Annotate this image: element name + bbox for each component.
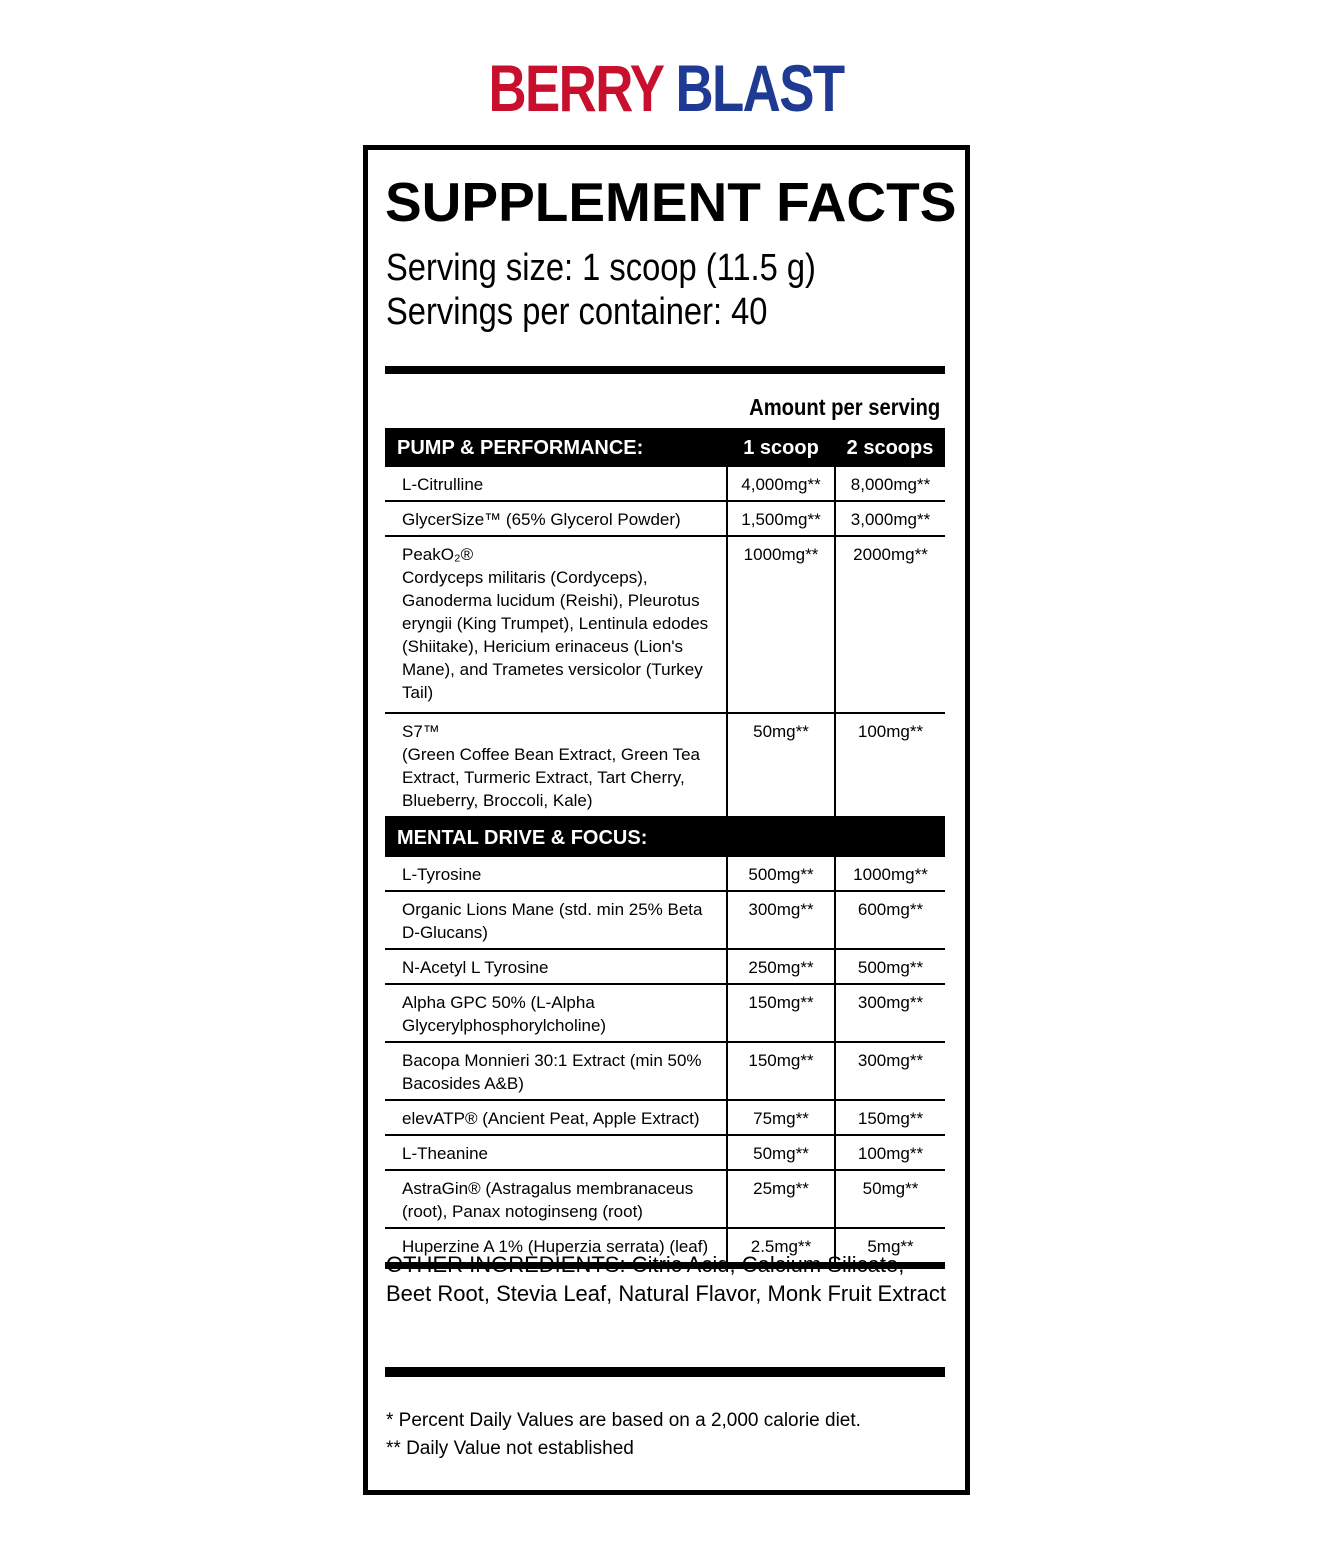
supplement-facts-panel <box>363 145 970 1495</box>
ingredient-name: Alpha GPC 50% (L-Alpha Glycerylphosphorylcholine) <box>385 984 727 1042</box>
ingredient-detail: Cordyceps militaris (Cordyceps), Ganoderma lucidum (Reishi), Pleurotus eryngii (King Trumpet), Lentinula edodes (Shiitake), Hericium erinaceus (Lion's Mane), and Trametes versicolor (Turkey Tail) <box>402 568 709 702</box>
footnote-not-established: ** Daily Value not established <box>386 1438 634 1459</box>
amount-2-scoops: 50mg** <box>835 1170 945 1228</box>
table-row <box>385 857 945 891</box>
ingredient-name: S7™ <box>402 722 440 741</box>
amount-1-scoop: 1,500mg** <box>727 501 835 536</box>
amount-2-scoops: 5mg** <box>835 1228 945 1266</box>
amount-1-scoop: 75mg** <box>727 1100 835 1135</box>
section-header-row <box>385 817 945 857</box>
ingredient-cell <box>385 713 727 817</box>
amount-1-scoop: 1000mg** <box>727 536 835 713</box>
table-row <box>385 891 945 949</box>
amount-1-scoop: 300mg** <box>727 891 835 949</box>
ingredient-name: PeakO₂® <box>402 545 474 564</box>
amount-1-scoop: 500mg** <box>727 857 835 891</box>
section-header-row <box>385 428 945 467</box>
amount-per-serving-label: Amount per serving <box>748 394 940 420</box>
amount-1-scoop: 150mg** <box>727 1042 835 1100</box>
ingredient-cell <box>385 536 727 713</box>
amount-2-scoops: 300mg** <box>835 1042 945 1100</box>
ingredient-name: L-Theanine <box>385 1135 727 1170</box>
ingredient-name: AstraGin® (Astragalus membranaceus (root), Panax notoginseng (root) <box>385 1170 727 1228</box>
ingredient-name: Huperzine A 1% (Huperzia serrata) (leaf) <box>385 1228 727 1266</box>
ingredient-name: Bacopa Monnieri 30:1 Extract (min 50% Bacosides A&B) <box>385 1042 727 1100</box>
section-name: PUMP & PERFORMANCE: <box>385 428 727 467</box>
product-title-word1: BERRY <box>488 51 663 125</box>
amount-2-scoops: 8,000mg** <box>835 467 945 501</box>
other-ingredients: OTHER INGREDIENTS: Citric Acid, Calcium Silicate, Beet Root, Stevia Leaf, Natural Flavor, Monk Fruit Extract <box>386 1252 947 1306</box>
table-row <box>385 501 945 536</box>
amount-1-scoop: 150mg** <box>727 984 835 1042</box>
table-row <box>385 467 945 501</box>
servings-per-container: Servings per container: 40 <box>386 291 768 333</box>
ingredient-name: L-Citrulline <box>385 467 727 501</box>
serving-size: Serving size: 1 scoop (11.5 g) <box>386 247 816 289</box>
amount-1-scoop: 50mg** <box>727 1135 835 1170</box>
amount-2-scoops: 500mg** <box>835 949 945 984</box>
amount-1-scoop: 250mg** <box>727 949 835 984</box>
footnotes <box>386 1407 861 1463</box>
product-title <box>133 52 1199 124</box>
amount-1-scoop: 4,000mg** <box>727 467 835 501</box>
amount-2-scoops: 600mg** <box>835 891 945 949</box>
facts-table <box>385 428 945 1269</box>
table-row <box>385 1100 945 1135</box>
table-row <box>385 949 945 984</box>
amount-2-scoops: 3,000mg** <box>835 501 945 536</box>
ingredient-name: N-Acetyl L Tyrosine <box>385 949 727 984</box>
col-header-2-scoops: 2 scoops <box>835 428 945 467</box>
product-title-word2: BLAST <box>675 51 844 125</box>
ingredient-name: GlycerSize™ (65% Glycerol Powder) <box>385 501 727 536</box>
amount-2-scoops: 1000mg** <box>835 857 945 891</box>
table-row <box>385 713 945 817</box>
facts-heading: SUPPLEMENT FACTS <box>385 171 957 233</box>
table-row <box>385 1170 945 1228</box>
amount-1-scoop: 2.5mg** <box>727 1228 835 1266</box>
table-row <box>385 984 945 1042</box>
amount-2-scoops: 300mg** <box>835 984 945 1042</box>
amount-2-scoops: 150mg** <box>835 1100 945 1135</box>
col-header-1-scoop: 1 scoop <box>727 428 835 467</box>
ingredient-detail: (Green Coffee Bean Extract, Green Tea Extract, Turmeric Extract, Tart Cherry, Blueberry, Broccoli, Kale) <box>402 745 700 810</box>
amount-1-scoop: 25mg** <box>727 1170 835 1228</box>
ingredient-name: Organic Lions Mane (std. min 25% Beta D-Glucans) <box>385 891 727 949</box>
ingredient-name: elevATP® (Ancient Peat, Apple Extract) <box>385 1100 727 1135</box>
section-name: MENTAL DRIVE & FOCUS: <box>385 817 945 857</box>
footnote-daily-values: * Percent Daily Values are based on a 2,000 calorie diet. <box>386 1410 861 1431</box>
thick-divider-bottom <box>385 1367 945 1377</box>
thick-divider <box>385 366 945 374</box>
amount-1-scoop: 50mg** <box>727 713 835 817</box>
amount-2-scoops: 2000mg** <box>835 536 945 713</box>
table-row <box>385 1042 945 1100</box>
amount-2-scoops: 100mg** <box>835 1135 945 1170</box>
ingredient-name: L-Tyrosine <box>385 857 727 891</box>
amount-2-scoops: 100mg** <box>835 713 945 817</box>
table-row <box>385 1135 945 1170</box>
table-row <box>385 536 945 713</box>
